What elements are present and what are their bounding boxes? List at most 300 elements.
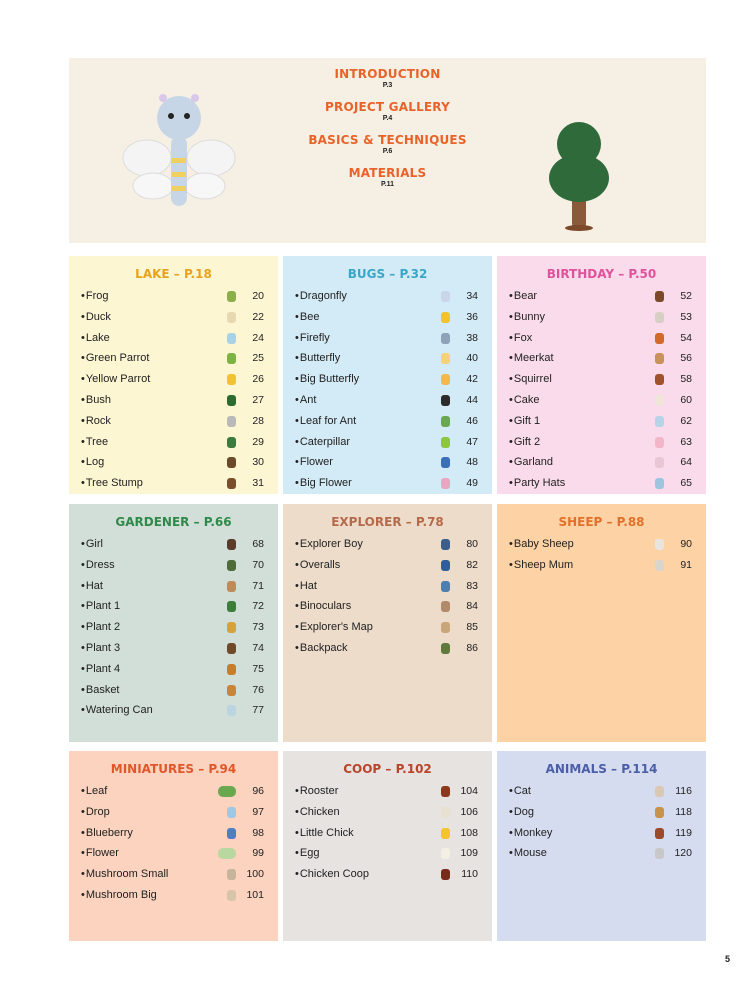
item-page: 34 (466, 290, 478, 302)
item-label: Log (85, 456, 105, 469)
bullet: • (295, 290, 299, 302)
item-label: Ant (299, 393, 317, 406)
toc-item[interactable] (295, 411, 478, 432)
item-page: 46 (466, 414, 478, 427)
bullet: • (295, 600, 299, 613)
bullet: • (509, 456, 513, 469)
toc-item[interactable] (295, 369, 478, 390)
bullet: • (509, 393, 513, 406)
dragonfly-icon (441, 291, 450, 302)
chicken-coop-icon (441, 869, 450, 880)
bullet: • (509, 414, 513, 427)
gift-icon (655, 416, 664, 427)
section-title: COOP – P.102 (343, 762, 432, 776)
item-label: Yellow Parrot (85, 373, 151, 386)
toc-item[interactable] (509, 452, 692, 473)
toc-item[interactable] (81, 534, 264, 555)
bullet: • (81, 826, 85, 839)
flower-icon (441, 457, 450, 468)
toc-item[interactable] (81, 596, 264, 617)
item-list (69, 286, 278, 494)
item-label: Big Flower (299, 477, 352, 490)
toc-item[interactable] (81, 864, 264, 885)
plant-icon (227, 643, 236, 654)
dress-icon (227, 560, 236, 571)
item-label: Mouse (513, 847, 547, 860)
toc-item[interactable] (509, 781, 692, 802)
item-label: Duck (85, 310, 111, 323)
intro-title: INTRODUCTION (334, 67, 441, 81)
toc-item[interactable] (81, 576, 264, 597)
explorer-boy-icon (441, 539, 450, 550)
bullet: • (509, 847, 513, 860)
item-label: Egg (299, 847, 320, 860)
meerkat-icon (655, 353, 664, 364)
bullet: • (81, 290, 85, 302)
bullet: • (81, 621, 85, 634)
toc-item[interactable] (81, 617, 264, 638)
item-label: Dog (513, 805, 535, 818)
item-page: 63 (680, 435, 692, 448)
frog-icon (227, 291, 236, 302)
item-page: 106 (460, 805, 478, 818)
toc-item[interactable] (295, 781, 478, 802)
bullet: • (509, 373, 513, 386)
section-miniatures (69, 751, 278, 941)
dragonfly-illustration (119, 88, 239, 218)
bullet: • (81, 805, 85, 818)
item-page: 116 (675, 785, 692, 797)
toc-item[interactable] (509, 823, 692, 844)
mushroom-icon (227, 869, 236, 880)
intro-entry[interactable] (269, 132, 506, 156)
item-page: 76 (252, 683, 264, 696)
toc-item[interactable] (509, 843, 692, 864)
flower-icon (218, 848, 236, 859)
toc-item[interactable] (295, 328, 478, 349)
toc-item[interactable] (295, 638, 478, 659)
plant-icon (227, 664, 236, 675)
toc-item[interactable] (509, 286, 692, 307)
log-icon (227, 457, 236, 468)
item-label: Sheep Mum (513, 558, 574, 571)
bullet: • (81, 435, 85, 448)
bullet: • (81, 600, 85, 613)
intro-entry[interactable] (269, 66, 506, 90)
toc-item[interactable] (81, 452, 264, 473)
item-label: Fox (513, 331, 533, 344)
toc-item[interactable] (81, 307, 264, 328)
sheep-icon (655, 539, 664, 550)
item-page: 108 (460, 826, 478, 839)
toc-item[interactable] (295, 617, 478, 638)
intro-title: PROJECT GALLERY (325, 100, 450, 114)
mushroom-icon (227, 890, 236, 901)
dog-icon (655, 807, 664, 818)
item-label: Basket (85, 683, 120, 696)
item-label: Explorer Boy (299, 538, 363, 550)
bullet: • (81, 785, 85, 797)
bullet: • (81, 414, 85, 427)
item-page: 80 (466, 538, 478, 550)
item-label: Flower (299, 456, 333, 469)
bullet: • (81, 477, 85, 490)
squirrel-icon (655, 374, 664, 385)
chicken-icon (441, 807, 450, 818)
intro-title: BASICS & TECHNIQUES (308, 133, 467, 147)
section-title: GARDENER – P.66 (115, 515, 232, 529)
bullet: • (509, 805, 513, 818)
toc-item[interactable] (509, 307, 692, 328)
item-label: Plant 2 (85, 621, 121, 634)
item-page: 104 (460, 785, 478, 797)
girl-icon (227, 539, 236, 550)
toc-item[interactable] (295, 802, 478, 823)
item-page: 68 (252, 538, 264, 550)
mouse-icon (655, 848, 664, 859)
item-page: 101 (246, 888, 264, 901)
bullet: • (295, 621, 299, 634)
item-page: 27 (252, 393, 264, 406)
party-hat-icon (655, 478, 664, 489)
item-label: Drop (85, 805, 110, 818)
intro-page: P.6 (382, 148, 393, 155)
garland-icon (655, 457, 664, 468)
item-list (497, 781, 706, 864)
item-page: 62 (680, 414, 692, 427)
item-label: Butterfly (299, 352, 341, 365)
section-title: SHEEP – P.88 (558, 515, 645, 529)
bullet: • (81, 310, 85, 323)
tree-stump-icon (227, 478, 236, 489)
toc-item[interactable] (81, 390, 264, 411)
item-page: 82 (466, 558, 478, 571)
item-label: Little Chick (299, 826, 354, 839)
intro-page: P.3 (382, 82, 393, 89)
toc-item[interactable] (81, 473, 264, 494)
page-number: 5 (724, 954, 730, 964)
bullet: • (295, 826, 299, 839)
item-page: 24 (252, 331, 264, 344)
bullet: • (295, 477, 299, 490)
section-explorer (283, 504, 492, 742)
item-label: Backpack (299, 641, 348, 654)
lake-icon (227, 333, 236, 344)
toc-item[interactable] (509, 555, 692, 576)
toc-item[interactable] (81, 843, 264, 864)
toc-item[interactable] (81, 328, 264, 349)
bullet: • (295, 331, 299, 344)
bullet: • (509, 352, 513, 365)
bullet: • (509, 558, 513, 571)
bullet: • (81, 888, 85, 901)
blueberry-icon (227, 828, 236, 839)
item-page: 70 (252, 558, 264, 571)
rooster-icon (441, 786, 450, 797)
item-page: 86 (466, 641, 478, 654)
item-page: 40 (466, 352, 478, 365)
bullet: • (295, 435, 299, 448)
toc-item[interactable] (81, 555, 264, 576)
bullet: • (295, 393, 299, 406)
item-label: Blueberry (85, 826, 133, 839)
big-flower-icon (441, 478, 450, 489)
toc-item[interactable] (81, 348, 264, 369)
toc-item[interactable] (295, 555, 478, 576)
item-page: 120 (674, 847, 692, 860)
toc-item[interactable] (509, 369, 692, 390)
toc-item[interactable] (295, 864, 478, 885)
item-label: Cake (513, 393, 540, 406)
monkey-icon (655, 828, 664, 839)
ant-icon (441, 395, 450, 406)
bullet: • (81, 579, 85, 592)
toc-item[interactable] (509, 473, 692, 494)
bullet: • (81, 331, 85, 344)
tree-illustration (547, 120, 611, 232)
intro-page: P.11 (380, 181, 395, 188)
intro-entry[interactable] (269, 99, 506, 123)
item-label: Caterpillar (299, 435, 350, 448)
drop-icon (227, 807, 236, 818)
toc-item[interactable] (509, 802, 692, 823)
item-page: 118 (675, 805, 692, 818)
item-page: 100 (246, 868, 264, 881)
bear-icon (655, 291, 664, 302)
item-page: 25 (252, 352, 264, 365)
item-page: 53 (680, 310, 692, 323)
hat-icon (441, 581, 450, 592)
item-page: 48 (466, 456, 478, 469)
item-page: 119 (675, 826, 692, 839)
item-label: Binoculars (299, 600, 352, 613)
item-page: 22 (252, 310, 264, 323)
item-page: 99 (252, 847, 264, 860)
item-label: Meerkat (513, 352, 554, 365)
item-label: Gift 2 (513, 435, 541, 448)
toc-item[interactable] (509, 348, 692, 369)
section-gardener (69, 504, 278, 742)
toc-item[interactable] (509, 328, 692, 349)
item-label: Chicken (299, 805, 340, 818)
backpack-icon (441, 643, 450, 654)
item-label: Rooster (299, 785, 339, 797)
item-label: Hat (85, 579, 103, 592)
toc-item[interactable] (295, 576, 478, 597)
item-label: Frog (85, 290, 109, 302)
item-page: 38 (466, 331, 478, 344)
section-coop (283, 751, 492, 941)
item-page: 31 (252, 477, 264, 490)
item-page: 54 (680, 331, 692, 344)
toc-item[interactable] (295, 596, 478, 617)
bullet: • (81, 456, 85, 469)
toc-item[interactable] (509, 534, 692, 555)
intro-page: P.4 (382, 115, 393, 122)
item-label: Bee (299, 310, 320, 323)
toc-item[interactable] (81, 286, 264, 307)
item-label: Bush (85, 393, 111, 406)
item-label: Watering Can (85, 704, 153, 717)
bullet: • (295, 641, 299, 654)
toc-item[interactable] (81, 781, 264, 802)
item-label: Tree (85, 435, 109, 448)
duck-icon (227, 312, 236, 323)
section-bugs (283, 256, 492, 494)
toc-item[interactable] (81, 700, 264, 721)
item-label: Leaf (85, 785, 108, 797)
leaf-for-ant-icon (441, 416, 450, 427)
toc-item[interactable] (81, 659, 264, 680)
big-butterfly-icon (441, 374, 450, 385)
item-page: 65 (680, 477, 692, 490)
toc-item[interactable] (81, 802, 264, 823)
item-page: 97 (252, 805, 264, 818)
item-list (497, 534, 706, 576)
bullet: • (509, 310, 513, 323)
toc-item[interactable] (295, 286, 478, 307)
item-label: Garland (513, 456, 553, 469)
toc-item[interactable] (295, 348, 478, 369)
item-page: 26 (252, 373, 264, 386)
item-label: Rock (85, 414, 111, 427)
bullet: • (295, 352, 299, 365)
watering-can-icon (227, 705, 236, 716)
gift-icon (655, 437, 664, 448)
bullet: • (295, 847, 299, 860)
item-label: Firefly (299, 331, 330, 344)
item-list (69, 781, 278, 906)
section-sheep (497, 504, 706, 742)
bullet: • (295, 558, 299, 571)
toc-item[interactable] (81, 432, 264, 453)
toc-item[interactable] (295, 307, 478, 328)
toc-item[interactable] (295, 823, 478, 844)
toc-item[interactable] (295, 432, 478, 453)
item-page: 85 (466, 621, 478, 634)
section-title: BUGS – P.32 (347, 267, 428, 281)
item-page: 49 (466, 477, 478, 490)
item-page: 110 (461, 868, 478, 881)
bullet: • (81, 683, 85, 696)
item-label: Gift 1 (513, 414, 541, 427)
item-label: Mushroom Small (85, 868, 169, 881)
leaf-icon (218, 786, 236, 797)
section-title: ANIMALS – P.114 (545, 762, 658, 776)
item-label: Green Parrot (85, 352, 150, 365)
firefly-icon (441, 333, 450, 344)
item-page: 20 (252, 290, 264, 302)
hat-icon (227, 581, 236, 592)
bullet: • (81, 373, 85, 386)
item-label: Plant 3 (85, 641, 121, 654)
bullet: • (81, 352, 85, 365)
section-animals (497, 751, 706, 941)
toc-item[interactable] (295, 473, 478, 494)
intro-banner (69, 58, 706, 243)
bullet: • (295, 805, 299, 818)
egg-icon (441, 848, 450, 859)
toc-item[interactable] (81, 369, 264, 390)
item-label: Girl (85, 538, 103, 550)
bullet: • (295, 414, 299, 427)
item-page: 72 (252, 600, 264, 613)
item-label: Bunny (513, 310, 546, 323)
bullet: • (81, 393, 85, 406)
bee-icon (441, 312, 450, 323)
item-label: Lake (85, 331, 110, 344)
item-list (283, 781, 492, 885)
bullet: • (509, 435, 513, 448)
item-list (497, 286, 706, 494)
binoculars-icon (441, 601, 450, 612)
bullet: • (81, 558, 85, 571)
intro-title: MATERIALS (348, 166, 427, 180)
item-label: Hat (299, 579, 317, 592)
item-page: 90 (680, 538, 692, 550)
toc-item[interactable] (295, 843, 478, 864)
item-page: 91 (680, 558, 692, 571)
item-label: Flower (85, 847, 119, 860)
item-label: Overalls (299, 558, 341, 571)
bullet: • (295, 538, 299, 550)
item-page: 74 (252, 641, 264, 654)
item-page: 98 (252, 826, 264, 839)
caterpillar-icon (441, 437, 450, 448)
item-page: 109 (460, 847, 478, 860)
toc-item[interactable] (509, 390, 692, 411)
item-page: 36 (466, 310, 478, 323)
item-label: Dragonfly (299, 290, 347, 302)
plant-icon (227, 622, 236, 633)
item-list (283, 534, 492, 659)
item-page: 56 (680, 352, 692, 365)
item-page: 73 (252, 621, 264, 634)
bunny-icon (655, 312, 664, 323)
section-title: MINIATURES – P.94 (110, 762, 237, 776)
toc-item[interactable] (509, 411, 692, 432)
item-label: Squirrel (513, 373, 552, 386)
cat-icon (655, 786, 664, 797)
bullet: • (509, 538, 513, 550)
item-label: Big Butterfly (299, 373, 360, 386)
item-label: Plant 1 (85, 600, 121, 613)
bullet: • (509, 826, 513, 839)
item-label: Tree Stump (85, 477, 143, 490)
toc-item[interactable] (81, 638, 264, 659)
map-icon (441, 622, 450, 633)
butterfly-icon (441, 353, 450, 364)
toc-item[interactable] (81, 411, 264, 432)
intro-entry[interactable] (269, 165, 506, 189)
toc-item[interactable] (509, 432, 692, 453)
intro-list (269, 66, 506, 198)
toc-item[interactable] (295, 452, 478, 473)
toc-item[interactable] (81, 680, 264, 701)
toc-item[interactable] (295, 390, 478, 411)
item-label: Party Hats (513, 477, 566, 490)
section-title: LAKE – P.18 (135, 267, 212, 281)
item-page: 42 (466, 373, 478, 386)
bullet: • (81, 704, 85, 717)
toc-item[interactable] (295, 534, 478, 555)
item-page: 75 (252, 662, 264, 675)
item-label: Bear (513, 290, 538, 302)
toc-item[interactable] (81, 823, 264, 844)
bullet: • (81, 641, 85, 654)
item-page: 64 (680, 456, 692, 469)
toc-item[interactable] (81, 885, 264, 906)
